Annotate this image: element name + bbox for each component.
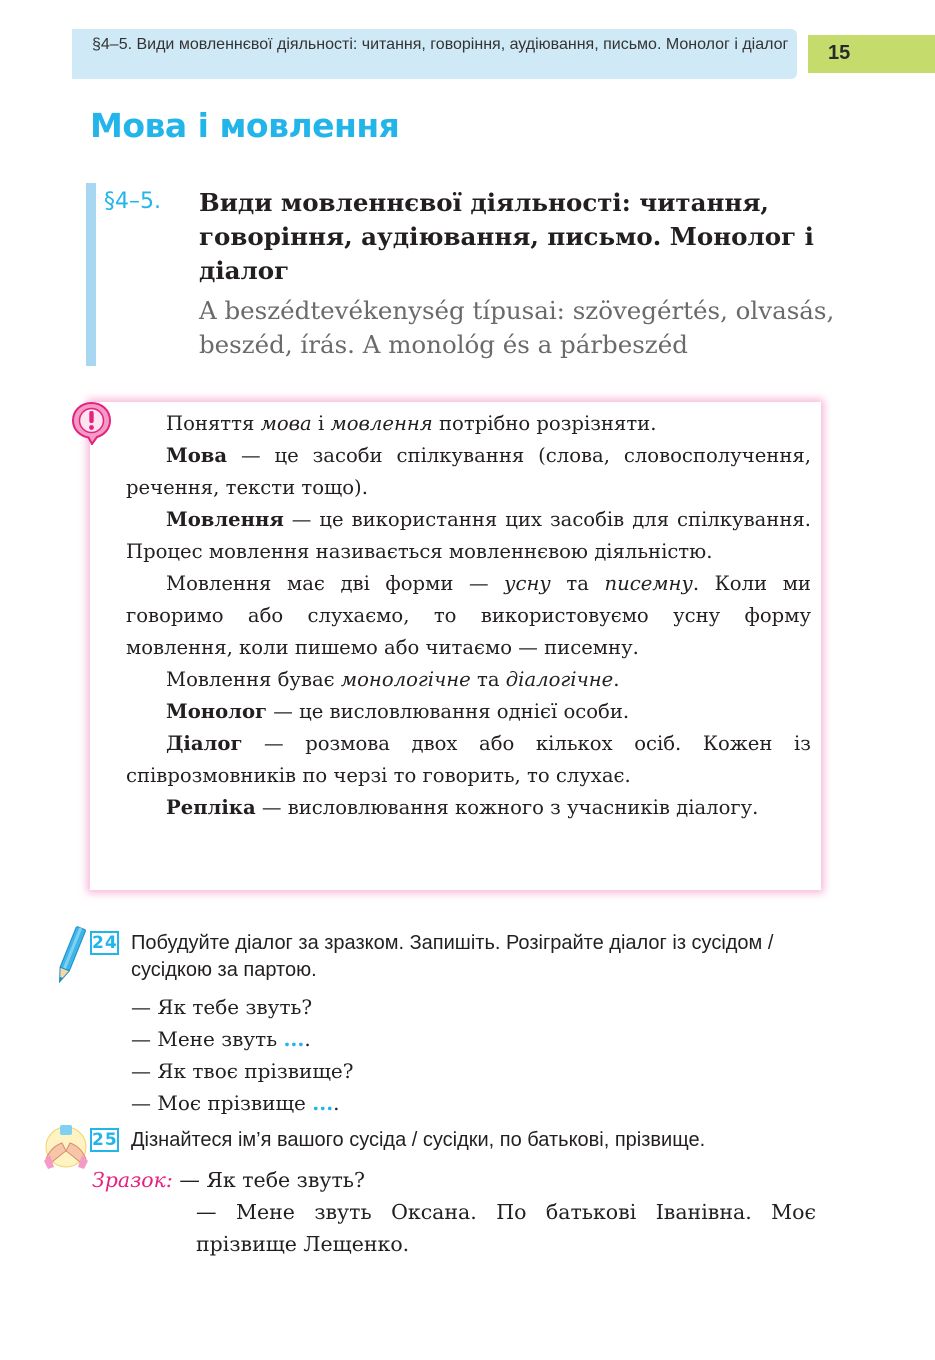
exercise-24-dialog (131, 991, 353, 1119)
exclamation-icon (71, 401, 112, 445)
rule-term-italic: монологічне (340, 668, 471, 691)
rule-text-run: і (311, 412, 331, 435)
rule-paragraph (126, 664, 811, 696)
pencil-icon (54, 924, 86, 988)
rule-definition: — це використання цих засобів для спілкування. Процес мовлення називається мовленнєвою діяльністю. (126, 508, 811, 563)
rule-paragraph (126, 696, 811, 728)
rule-paragraph (126, 728, 811, 792)
page-number: 15 (828, 42, 851, 64)
rule-term-italic: усну (504, 572, 551, 595)
rule-text-run: Мовлення має дві форми — (166, 572, 505, 595)
chapter-title: Мова і мовлення (90, 106, 400, 145)
rule-text-run: Мовлення буває (166, 668, 341, 691)
rule-definition: — це висловлювання однієї особи. (267, 700, 630, 723)
rule-term-italic: писемну (604, 572, 693, 595)
dialog-line (131, 1087, 353, 1119)
exercise-25-number: 25 (92, 1130, 118, 1150)
rule-paragraph (126, 568, 811, 664)
dialog-line-text: — Моє прізвище (131, 1091, 306, 1115)
rule-text-run: та (470, 668, 506, 691)
rule-paragraph (126, 504, 811, 568)
exercise-24-number: 24 (92, 933, 118, 953)
rule-term-bold: Мова (166, 444, 228, 467)
rule-paragraph (126, 792, 811, 824)
blank-placeholder: ... (312, 1091, 334, 1115)
section-number: §4–5. (104, 189, 161, 214)
exercise-24-task: Побудуйте діалог за зразком. Запишіть. Розіграйте діалог із сусідом / сусідкою за партою. (131, 932, 774, 981)
rule-definition: — це засоби спілкування (слова, словосполучення, речення, тексти тощо). (126, 444, 811, 499)
dialog-line-end: . (333, 1091, 340, 1115)
rule-text-run: . Коли ми говоримо або слухаємо, то використовуємо усну форму мовлення, коли пишемо або читаємо — писемну. (126, 572, 811, 659)
dialog-line-end: . (304, 1027, 311, 1051)
running-header-title: §4–5. Види мовленнєвої діяльності: читання, говоріння, аудіювання, письмо. Монолог і діалог (92, 36, 789, 53)
rule-term-bold: Репліка (166, 796, 256, 819)
rule-definition: — висловлювання кожного з учасників діалогу. (255, 796, 759, 819)
sample-line (92, 1164, 365, 1196)
rule-paragraph (126, 408, 811, 440)
sample-label: Зразок: (92, 1168, 173, 1192)
rule-term-bold: Діалог (166, 732, 243, 755)
hands-icon (40, 1121, 92, 1169)
sample-continuation: — Мене звуть Оксана. По батькові Іванівна. Моє прізвище Лещенко. (196, 1200, 816, 1256)
dialog-line: — Як тебе звуть? (131, 995, 313, 1019)
rule-text-run: . (613, 668, 620, 691)
dialog-line-text: — Мене звуть (131, 1027, 278, 1051)
section-accent-bar (86, 183, 96, 366)
section-title: Види мовленнєвої діяльності: читання, говоріння, аудіювання, письмо. Монолог і діалог (199, 188, 814, 285)
rule-definition: — розмова двох або кількох осіб. Кожен із співрозмовників по черзі то говорить, то слухає. (126, 732, 811, 787)
rule-term-bold: Мовлення (166, 508, 284, 531)
rule-term-italic: мовлення (330, 412, 433, 435)
rule-text-run: Поняття (166, 412, 261, 435)
rule-term-bold: Монолог (166, 700, 268, 723)
rule-term-italic: мова (260, 412, 312, 435)
sample-line-text: — Як тебе звуть? (172, 1168, 365, 1192)
rule-text-run: та (550, 572, 605, 595)
dialog-line (131, 1023, 353, 1055)
dialog-line: — Як твоє прізвище? (131, 1059, 354, 1083)
blank-placeholder: ... (283, 1027, 305, 1051)
rule-text (126, 408, 811, 824)
exercise-25-task: Дізнайтеся ім’я вашого сусіда / сусідки, по батькові, прізвище. (131, 1129, 706, 1151)
rule-paragraph (126, 440, 811, 504)
section-subtitle-hungarian: A beszédtevékenység típusai: szövegértés, olvasás, beszéd, írás. A monológ és a párbeszéd (199, 296, 835, 359)
rule-text-run: потрібно розрізняти. (432, 412, 657, 435)
rule-term-italic: діалогічне (505, 668, 614, 691)
